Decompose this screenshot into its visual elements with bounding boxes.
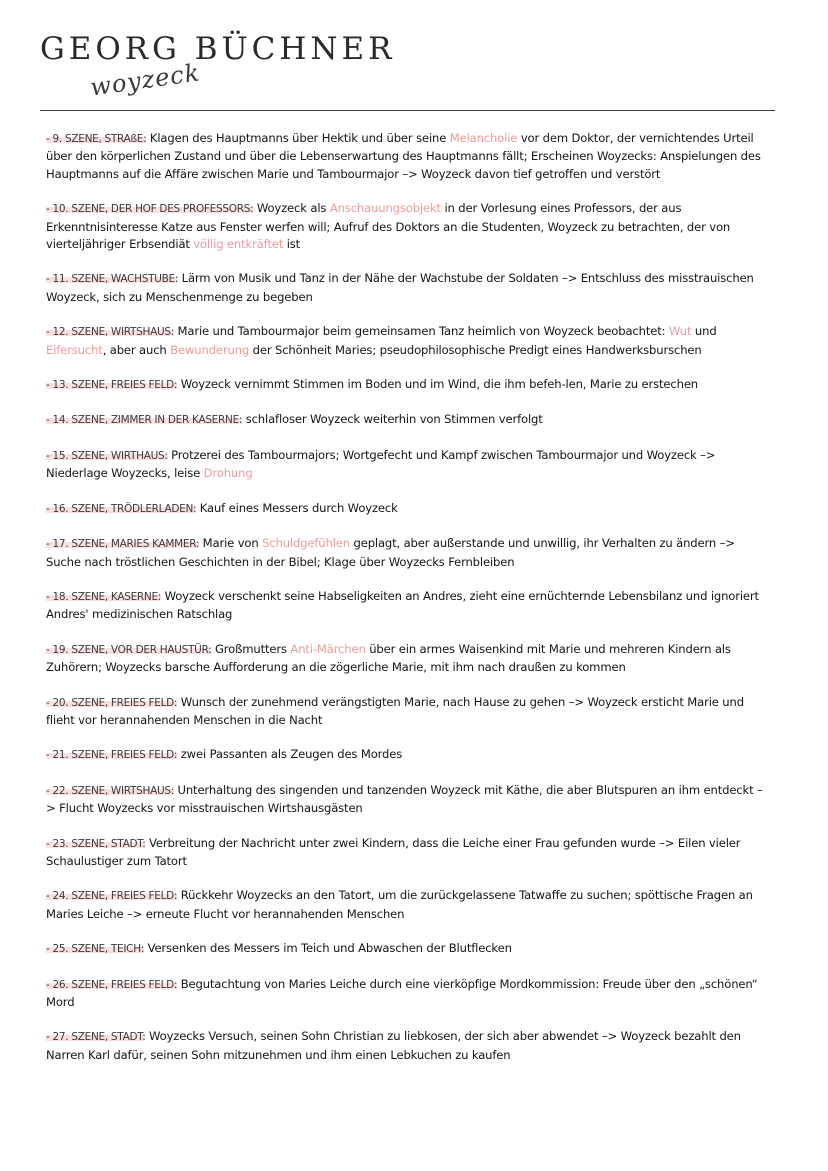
scene-entry xyxy=(46,835,768,871)
scene-summary-text: Klagen des Hauptmanns über Hektik und über seine xyxy=(146,131,450,145)
highlighted-keyword: Melancholie xyxy=(449,131,518,145)
page-subtitle: woyzeck xyxy=(88,58,202,102)
scene-heading: - 22. SZENE, WIRTSHAUS: xyxy=(46,784,174,797)
scene-summary-text: Rückkehr Woyzecks an den Tatort, um die zurückgelassene Tatwaffe zu suchen; spöttische Fragen an Maries Leiche –> erneute Flucht vor herannahenden Menschen xyxy=(46,888,753,921)
scene-summary-text: der Schönheit Maries; pseudophilosophische Predigt eines Handwerksburschen xyxy=(249,342,702,357)
highlighted-keyword: Schuldgefühlen xyxy=(262,536,350,551)
scene-summary-text: Wunsch der zunehmend verängstigten Marie, nach Hause zu gehen –> Woyzeck ersticht Marie und flieht vor herannahenden Menschen in die Nacht xyxy=(46,694,744,727)
scene-entry xyxy=(46,535,768,571)
scene-heading: - 10. SZENE, DER HOF DES PROFESSORS: xyxy=(46,203,254,216)
scene-heading: - 16. SZENE, TRÖDLERLADEN: xyxy=(46,502,197,515)
scene-summary-text: Marie von xyxy=(199,536,263,551)
scene-entry xyxy=(46,887,768,923)
scene-entry xyxy=(46,641,768,677)
scene-summary-text: Großmutters xyxy=(211,641,291,656)
scene-heading: - 26. SZENE, FREIES FELD: xyxy=(46,978,178,991)
scene-entry xyxy=(46,411,768,429)
highlighted-keyword: Anschauungsobjekt xyxy=(329,201,441,216)
scene-entry xyxy=(46,940,768,958)
header-divider xyxy=(40,110,775,111)
scene-summary-text: Verbreitung der Nachricht unter zwei Kindern, dass die Leiche einer Frau gefunden wurde –> Eilen vieler Schaulustiger zum Tatort xyxy=(46,835,741,868)
scene-heading: - 23. SZENE, STADT: xyxy=(46,837,146,850)
scene-summary-text: schlafloser Woyzeck weiterhin von Stimmen verfolgt xyxy=(242,412,543,427)
scene-entry xyxy=(46,323,768,359)
scene-heading: - 18. SZENE, KASERNE: xyxy=(46,590,162,603)
scene-summary-text: über ein armes Waisenkind mit Marie und mehreren Kindern als Zuhörern; Woyzecks barsche Aufforderung an die zögerliche Marie, mit ihm nach draußen zu kommen xyxy=(46,641,731,675)
scene-summary-text: Woyzeck verschenkt seine Habseligkeiten an Andres, zieht eine ernüchternde Lebensbilanz und ignoriert Andres' medizinischen Ratschlag xyxy=(46,588,759,622)
scene-entry xyxy=(46,447,768,483)
scene-entry xyxy=(46,694,768,730)
scene-heading: - 11. SZENE, WACHSTUBE: xyxy=(46,273,179,286)
scene-entry xyxy=(46,376,768,394)
scene-heading: - 13. SZENE, FREIES FELD: xyxy=(46,379,178,392)
scene-list xyxy=(46,130,768,1081)
scene-summary-text: zwei Passanten als Zeugen des Mordes xyxy=(177,747,403,762)
scene-heading: - 14. SZENE, ZIMMER IN DER KASERNE: xyxy=(46,414,243,427)
scene-entry xyxy=(46,782,768,818)
scene-heading: - 15. SZENE, WIRTHAUS: xyxy=(46,449,168,462)
scene-summary-text: , aber auch xyxy=(102,342,171,357)
scene-summary-text: Marie und Tambourmajor beim gemeinsamen Tanz heimlich von Woyzeck beobachtet: xyxy=(173,324,669,339)
scene-entry xyxy=(46,200,768,253)
scene-entry xyxy=(46,130,768,183)
highlighted-keyword: Drohung xyxy=(203,466,253,481)
scene-summary-text: Versenken des Messers im Teich und Abwaschen der Blutflecken xyxy=(144,941,512,956)
highlighted-keyword: Bewunderung xyxy=(170,342,250,357)
scene-heading: - 9. SZENE, STRAßE: xyxy=(46,133,147,145)
scene-entry xyxy=(46,588,768,624)
scene-summary-text: geplagt, aber außerstande und unwillig, ihr Verhalten zu ändern –> Suche nach tröstlichen Geschichten in der Bibel; Klage über Woyzecks Fernbleiben xyxy=(46,536,735,569)
scene-summary-text: und xyxy=(691,324,717,339)
scene-entry xyxy=(46,976,768,1012)
scene-summary-text: in der Vorlesung eines Professors, der aus Erkenntnisinteresse Katze aus Fenster werfen will; Aufruf des Doktors an die Studenten, Woyzeck zu betrachten, der von vierteljähriger Erbsendiät xyxy=(46,201,731,252)
scene-heading: - 20. SZENE, FREIES FELD: xyxy=(46,696,178,709)
scene-entry xyxy=(46,746,768,764)
highlighted-keyword: Eifersucht xyxy=(46,342,103,357)
scene-summary-text: Lärm von Musik und Tanz in der Nähe der Wachstube der Soldaten –> Entschluss des misstrauischen Woyzeck, sich zu Menschenmenge zu begeben xyxy=(46,271,754,304)
scene-summary-text: Begutachtung von Maries Leiche durch eine vierköpfige Mordkommission: Freude über den „schönen“ Mord xyxy=(46,976,758,1009)
highlighted-keyword: Anti-Märchen xyxy=(290,641,366,656)
scene-heading: - 21. SZENE, FREIES FELD: xyxy=(46,749,178,762)
scene-heading: - 12. SZENE, WIRTSHAUS: xyxy=(46,326,174,339)
scene-summary-text: vor dem Doktor, der vernichtendes Urteil über den körperlichen Zustand und über die Lebenserwartung des Hauptmanns fällt; Erscheinen Woyzecks: Anspielungen des Hauptmanns auf die Affäre zwischen Marie und Tambourmajor –> Woyzeck davon tief getroffen und verstört xyxy=(46,131,761,181)
scene-summary-text: Unterhaltung des singenden und tanzenden Woyzeck mit Käthe, die aber Blutspuren an ihm entdeckt –> Flucht Woyzecks vor misstrauischen Wirtshausgästen xyxy=(46,782,763,816)
scene-heading: - 19. SZENE, VOR DER HAUSTÜR: xyxy=(46,643,212,656)
scene-summary-text: Woyzecks Versuch, seinen Sohn Christian zu liebkosen, der sich aber abwendet –> Woyzeck bezahlt den Narren Karl dafür, seinen Sohn mitzunehmen und ihm einen Lebkuchen zu kaufen xyxy=(46,1029,741,1062)
page-header xyxy=(40,31,780,102)
scene-summary-text: Woyzeck vernimmt Stimmen im Boden und im Wind, die ihm befeh-len, Marie zu erstechen xyxy=(177,377,698,392)
highlighted-keyword: völlig entkräftet xyxy=(193,237,284,252)
scene-summary-text: Protzerei des Tambourmajors; Wortgefecht und Kampf zwischen Tambourmajor und Woyzeck –> Niederlage Woyzecks, leise xyxy=(46,447,716,481)
scene-summary-text: ist xyxy=(283,237,301,252)
scene-summary-text: Woyzeck als xyxy=(253,201,330,216)
scene-heading: - 17. SZENE, MARIES KAMMER: xyxy=(46,538,200,551)
scene-heading: - 27. SZENE, STADT: xyxy=(46,1031,146,1044)
scene-heading: - 24. SZENE, FREIES FELD: xyxy=(46,890,178,903)
scene-heading: - 25. SZENE, TEICH: xyxy=(46,943,145,956)
scene-entry xyxy=(46,270,768,306)
scene-entry xyxy=(46,1028,768,1064)
scene-entry xyxy=(46,500,768,518)
highlighted-keyword: Wut xyxy=(668,324,692,339)
scene-summary-text: Kauf eines Messers durch Woyzeck xyxy=(196,500,398,515)
page-title: GEORG BÜCHNER xyxy=(40,31,396,67)
